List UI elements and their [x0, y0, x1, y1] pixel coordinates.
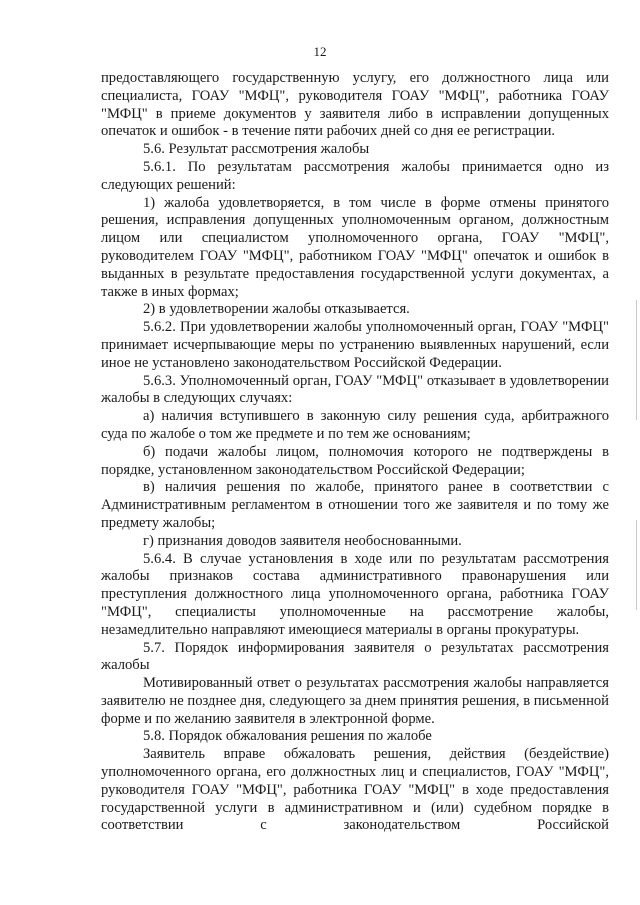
paragraph: 5.8. Порядок обжалования решения по жалобе: [143, 728, 432, 745]
paragraph: г) признания доводов заявителя необоснованными.: [143, 532, 462, 549]
scan-edge-mark: [636, 300, 637, 420]
paragraph: 5.6.2. При удовлетворении жалобы уполномоченный орган, ГОАУ "МФЦ" принимает исчерпывающие меры по устранению выявленных нарушений, если иное не установлено законодательством Российской Федерации.: [101, 319, 609, 371]
paragraph: 2) в удовлетворении жалобы отказывается.: [143, 301, 410, 318]
paragraph: 5.6.4. В случае установления в ходе или по результатам рассмотрения жалобы признаков состава административного правонарушения или преступления должностного лица уполномоченного органа, работника ГОАУ "МФЦ", специалисты уполномоченные на рассмотрение жалобы, незамедлительно направляют имеющиеся материалы в органы прокуратуры.: [101, 550, 609, 638]
scan-edge-mark: [636, 520, 637, 610]
paragraph: б) подачи жалобы лицом, полномочия которого не подтверждены в порядке, установленном законодательством Российской Федерации;: [101, 443, 609, 478]
paragraph: предоставляющего государственную услугу, его должностного лица или специалиста, ГОАУ "МФЦ", руководителя ГОАУ "МФЦ", работника ГОАУ "МФЦ" в приеме документов у заявителя либо в исправлении допущенных опечаток и ошибок - в течение пяти рабочих дней со дня ее регистрации.: [101, 70, 609, 140]
paragraph: 5.6.1. По результатам рассмотрения жалобы принимается одно из следующих решений:: [101, 158, 609, 193]
paragraph: 5.6.3. Уполномоченный орган, ГОАУ "МФЦ" отказывает в удовлетворении жалобы в следующих случаях:: [101, 372, 609, 407]
paragraph: 1) жалоба удовлетворяется, в том числе в форме отмены принятого решения, исправления допущенных уполномоченным органом, должностным лицом или специалистом уполномоченного органа, ГОАУ "МФЦ", руководителем ГОАУ "МФЦ", работником ГОАУ "МФЦ" опечаток и ошибок в выданных в результате предоставления государственной услуги документах, а также в иных формах;: [101, 194, 609, 300]
paragraph: 5.7. Порядок информирования заявителя о результатах рассмотрения жалобы: [101, 639, 609, 674]
document-body: [101, 70, 609, 835]
paragraph: в) наличия решения по жалобе, принятого ранее в соответствии с Административным регламентом в отношении того же заявителя и по тому же предмету жалобы;: [101, 479, 609, 531]
paragraph: Заявитель вправе обжаловать решения, действия (бездействие) уполномоченного органа, его должностных лиц и специалистов, ГОАУ "МФЦ", руководителя ГОАУ "МФЦ", работника ГОАУ "МФЦ" в ходе предоставления государственной услуги в административном и (или) судебном порядке в соответствии с законодательством Российской: [101, 746, 609, 834]
paragraph: а) наличия вступившего в законную силу решения суда, арбитражного суда по жалобе о том же предмете и по тем же основаниям;: [101, 408, 609, 442]
paragraph: 5.6. Результат рассмотрения жалобы: [143, 141, 370, 158]
paragraph: Мотивированный ответ о результатах рассмотрения жалобы направляется заявителю не позднее дня, следующего за днем принятия решения, в письменной форме и по желанию заявителя в электронной форме.: [101, 675, 609, 727]
page-number: 12: [313, 44, 327, 59]
